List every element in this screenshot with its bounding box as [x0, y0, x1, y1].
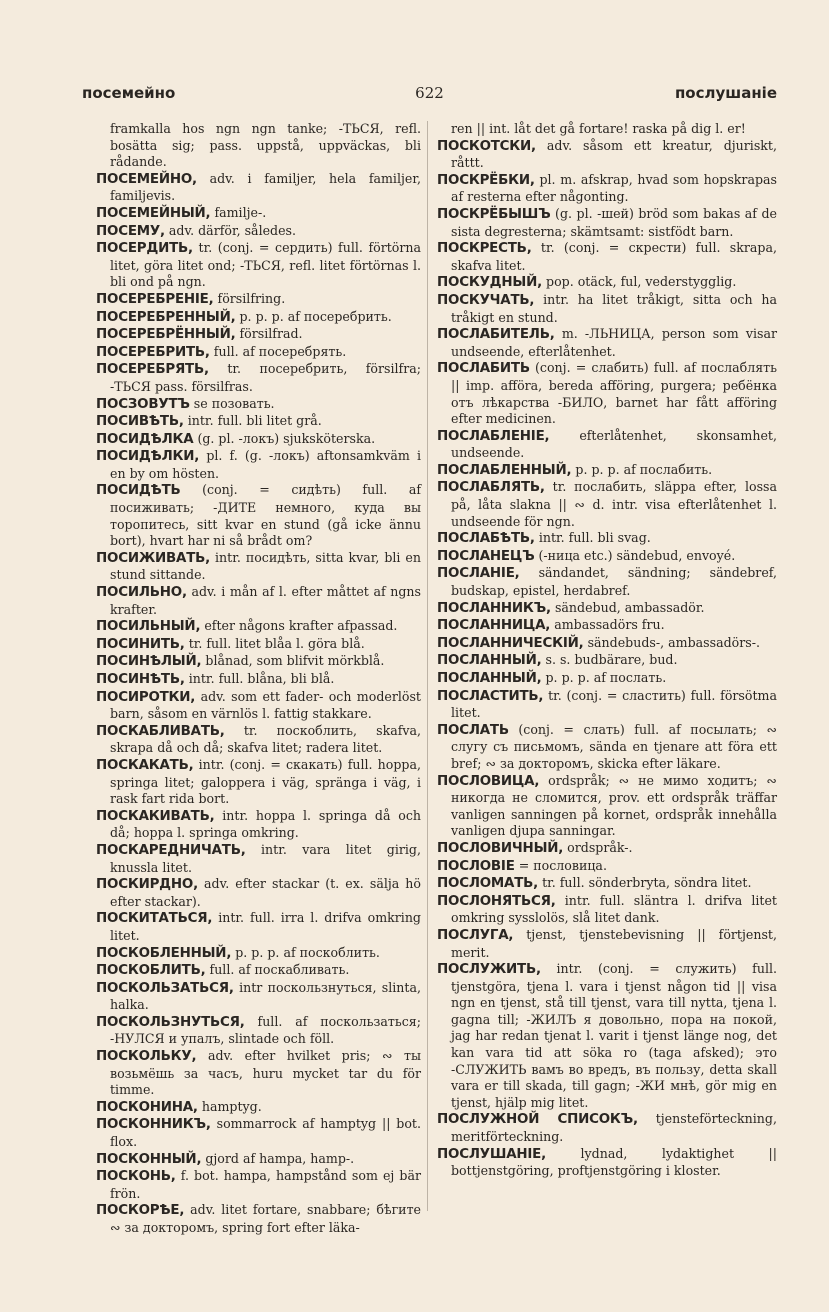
entry-definition: framkalla hos ngn ngn tanke; -ТЬСЯ, refl. bosätta sig; pass. uppstå, uppväckas, bli rådande. [110, 121, 421, 170]
entry-headword: ПОСКОРѢЕ, [96, 1203, 185, 1219]
entry-definition: tr. full. sönderbryta, söndra litet. [542, 875, 752, 891]
dictionary-entry [437, 893, 777, 927]
entry-headword: ПОСКРЁБЫШЪ [437, 206, 551, 222]
dictionary-entry [96, 171, 421, 205]
entry-definition: tr. поскоблить, skafva, skrapa då och då; skafva litet; radera litet. [110, 722, 421, 756]
entry-headword: ПОСКОННЫЙ, [96, 1151, 202, 1167]
dictionary-entry [96, 671, 421, 689]
dictionary-entry [96, 1099, 421, 1117]
dictionary-entry [96, 757, 421, 808]
page-header [82, 84, 777, 106]
dictionary-entry [96, 326, 421, 344]
entry-headword: ПОСКИТАТЬСЯ, [96, 911, 213, 927]
entry-definition: adv. efter stackar (t. ex. sälja hö efter stackar). [110, 876, 421, 909]
entry-headword: ПОСЛОНЯТЬСЯ, [437, 893, 556, 909]
entry-headword: ПОСКРЁБКИ, [437, 172, 535, 188]
entry-headword: ПОСЛУЖНОЙ СПИСОКЪ, [437, 1112, 638, 1128]
entry-definition: tr. (conj. = сердить) full. förtörna litet, göra litet ond; -ТЬСЯ, refl. litet förtörnas l. bli ond på ngn. [110, 240, 421, 290]
entry-headword: ПОСЛАННЫЙ, [437, 671, 542, 686]
entry-headword: ПОСКАРЕДНИЧАТЬ, [96, 842, 246, 858]
entry-headword: ПОСИНИТЬ, [96, 636, 185, 652]
dictionary-entry [96, 945, 421, 963]
entry-headword: ПОСЕРЕБРЯТЬ, [96, 362, 209, 378]
entry-definition: intr поскользнуться, slinta, halka. [110, 979, 421, 1013]
entry-definition: intr. vara litet girig, knussla litet. [110, 841, 421, 875]
entry-definition: tr. послабить, släppa efter, lossa på, låta slakna || ∾ d. intr. visa efterlåtenhet l. undseende för ngn. [451, 479, 777, 529]
dictionary-entry [96, 1116, 421, 1150]
dictionary-entry [437, 479, 777, 530]
entry-definition: lydnad, lydaktighet || bottjenstgöring, proftjenstgöring i kloster. [451, 1145, 777, 1179]
dictionary-entry [96, 910, 421, 944]
entry-headword: ПОСЕРЕБРЕНІЕ, [96, 291, 214, 307]
dictionary-entry [437, 1146, 777, 1180]
entry-headword: ПОСКИРДНО, [96, 877, 198, 893]
dictionary-entry [96, 808, 421, 842]
entry-headword: ПОСЛОМАТЬ, [437, 876, 539, 892]
entry-headword: ПОСИНѢЛЫЙ, [96, 654, 202, 670]
dictionary-entry [437, 600, 777, 618]
dictionary-entry [96, 121, 421, 171]
entry-definition: p. p. p. af посеребрить. [239, 308, 392, 324]
entry-definition: hamptyg. [201, 1098, 262, 1114]
dictionary-entry [437, 462, 777, 480]
entry-definition: adv. litet fortare, snabbare; бѣгите ∾ за докторомъ, spring fort efter läka- [110, 1202, 421, 1235]
dictionary-entry [96, 842, 421, 876]
entry-headword: ПОСЕРДИТЬ, [96, 241, 193, 257]
dictionary-entry [437, 274, 777, 292]
entry-headword: ПОСЛУШАНІЕ, [437, 1146, 546, 1162]
dictionary-entry [96, 309, 421, 327]
entry-headword: ПОСЛАННИКЪ, [437, 600, 551, 616]
entry-definition: m. -ЛЬНИЦА, person som visar undseende, efterlåtenhet. [451, 326, 777, 359]
dictionary-entry [437, 206, 777, 240]
dictionary-entry [437, 292, 777, 326]
entry-headword: ПОСКАКАТЬ, [96, 757, 194, 773]
entry-headword: ПОСИЖИВАТЬ, [96, 550, 211, 566]
entry-headword: ПОСЛАБИТЬ [437, 361, 530, 377]
dictionary-entry [437, 1111, 777, 1145]
left-column [96, 121, 421, 1237]
dictionary-entry [96, 431, 421, 449]
entry-definition: f. bot. hampa, hampstånd som ej bär frön. [110, 1168, 421, 1201]
entry-headword: ПОСКРЕСТЬ, [437, 241, 532, 257]
entry-headword: ПОСЛАБЛЯТЬ, [437, 480, 545, 496]
entry-headword: ПОСИДѢЛКИ, [96, 449, 200, 465]
entry-headword: ПОСКОНИНА, [96, 1099, 198, 1115]
dictionary-entry [96, 240, 421, 291]
entry-headword: ПОСКУДНЫЙ, [437, 275, 542, 291]
dictionary-entry [437, 548, 777, 566]
entry-definition: s. s. budbärare, bud. [545, 652, 678, 668]
entry-headword: ПОСЛАННИЧЕСКІЙ, [437, 635, 584, 651]
entry-definition: tjenst, tjenstebevisning || förtjenst, merit. [451, 926, 777, 960]
dictionary-entry [96, 636, 421, 654]
entry-definition: (conj. = сидѣть) full. af посиживать; -ДИТЕ немного, куда вы торопитесь, sitt kvar en stund (gå icke ännu bort), hvart har ni så brådt om? [110, 482, 421, 549]
dictionary-entry [437, 172, 777, 206]
entry-headword: ПОСКАБЛИВАТЬ, [96, 723, 225, 739]
entry-headword: ПОСКОНЬ, [96, 1169, 176, 1185]
dictionary-entry [96, 618, 421, 636]
entry-definition: ordspråk; ∾ не мимо ходитъ; ∾ никогда не сломится, prov. ett ordspråk träffar vanligen sanningen på kornet, ordspråk innehålla vanligen djupa sanningar. [451, 772, 777, 839]
entry-definition: intr. (conj. = служить) full. tjenstgöra, tjena l. vara i tjenst någon tid || visa ngn en tjenst, stå till tjenst, vara till nytta, tjena l. gagna till; -ЖИЛЪ я довольно, пора на покой, jag har redan tjenat l. varit i tjenst länge nog, det kan vara tid att söka ro (taga afsked); это -СЛУЖИТЬ вамъ во вредъ, въ пользу, detta skall vara er till skada, till gagn; -ЖИ мнѣ, gör mig en tjenst, hjälp mig litet. [451, 961, 777, 1110]
entry-headword: ПОСЛОВИЦА, [437, 773, 540, 789]
dictionary-entry [437, 428, 777, 462]
entry-headword: ПОСЛАБЛЕНІЕ, [437, 428, 550, 444]
dictionary-entry [437, 875, 777, 893]
dictionary-entry [96, 876, 421, 910]
entry-headword: ПОСКАКИВАТЬ, [96, 808, 215, 824]
entry-headword: ПОСКОБЛИТЬ, [96, 963, 206, 979]
entry-definition: (conj. = слать) full. af посылать; ∾ слугу съ письмомъ, sända en tjenare att föra ett bref; ∾ за докторомъ, skicka efter läkare. [451, 721, 777, 771]
dictionary-entry [96, 584, 421, 618]
dictionary-entry [437, 688, 777, 722]
dictionary-entry [96, 723, 421, 757]
entry-definition: sändebud, ambassadör. [554, 599, 705, 615]
dictionary-entry [437, 565, 777, 599]
dictionary-entry [96, 396, 421, 414]
dictionary-entry [437, 773, 777, 840]
dictionary-entry [437, 326, 777, 360]
entry-headword: ПОСИЛЬНО, [96, 585, 187, 601]
entry-headword: ПОСЛУЖИТЬ, [437, 962, 541, 978]
entry-headword: ПОСЕРЕБРИТЬ, [96, 344, 210, 360]
entry-headword: ПОСКОЛЬЗАТЬСЯ, [96, 980, 234, 996]
dictionary-entry [437, 635, 777, 653]
dictionary-entry [96, 1048, 421, 1099]
dictionary-entry [96, 980, 421, 1014]
entry-definition: intr. (conj. = скакать) full. hoppa, springa litet; galoppera i väg, spränga i väg, i rask fart rida bort. [110, 756, 421, 807]
entry-headword: ПОСЕМЕЙНЫЙ, [96, 205, 211, 221]
entry-headword: ПОСКОЛЬЗНУТЬСЯ, [96, 1014, 245, 1030]
entry-definition: intr. hoppa l. springa då och då; hoppa l. springa omkring. [110, 807, 421, 841]
entry-headword: ПОСЛАТЬ [437, 722, 509, 738]
entry-definition: adv. i familjer, hela familjer, familjevis. [110, 170, 421, 204]
entry-headword: ПОСИВѢТЬ, [96, 414, 184, 430]
dictionary-entry [96, 361, 421, 395]
entry-headword: ПОСИРОТКИ, [96, 689, 196, 705]
dictionary-entry [96, 448, 421, 482]
page-number: 622 [415, 84, 444, 102]
entry-definition: ordspråk-. [567, 839, 633, 855]
dictionary-entry [437, 858, 777, 876]
dictionary-entry [96, 689, 421, 723]
entry-headword: ПОСЛОВИЧНЫЙ, [437, 840, 564, 856]
entry-definition: familje-. [214, 204, 267, 220]
entry-definition: (g. pl. -локъ) sjuksköterska. [197, 430, 376, 446]
dictionary-entry [96, 1014, 421, 1048]
dictionary-entry [437, 617, 777, 635]
entry-headword: ПОСЕРЕБРЕННЫЙ, [96, 309, 236, 325]
entry-headword: ПОСКОННИКЪ, [96, 1117, 211, 1133]
dictionary-entry [96, 653, 421, 671]
entry-definition: tr. (conj. = сластить) full. försötma litet. [451, 687, 777, 721]
dictionary-entry [96, 962, 421, 980]
entry-headword: ПОСИНѢТЬ, [96, 672, 185, 687]
entry-definition: intr. ha litet tråkigt, sitta och ha tråkigt en stund. [451, 291, 777, 325]
entry-definition: pop. otäck, ful, vederstygglig. [546, 274, 737, 290]
entry-headword: ПОСЗОВУТЪ [96, 396, 190, 412]
entry-definition: p. p. p. af поскоблить. [235, 944, 380, 960]
dictionary-entry [96, 223, 421, 241]
entry-headword: ПОСКОБЛЕННЫЙ, [96, 945, 232, 961]
right-running-head: послушаніе [674, 84, 777, 102]
dictionary-entry [437, 840, 777, 858]
entry-definition: pl. m. afskrap, hvad som hopskrapas af resterna efter någonting. [451, 171, 777, 205]
entry-definition: efter någons krafter afpassad. [204, 618, 398, 634]
dictionary-entry [437, 652, 777, 670]
entry-definition: intr. full. bli litet grå. [187, 413, 322, 429]
dictionary-entry [96, 482, 421, 549]
entry-headword: ПОСКОЛЬКУ, [96, 1049, 197, 1065]
dictionary-entry [437, 138, 777, 172]
entry-headword: ПОСЛУГА, [437, 927, 514, 943]
entry-definition: ren || int. låt det gå fortare! raska på dig l. er! [451, 121, 746, 136]
entry-definition: intr. full. irra l. drifva omkring litet. [110, 910, 421, 943]
dictionary-entry [437, 240, 777, 274]
entry-definition: försilfring. [217, 290, 286, 306]
entry-headword: ПОСЛАНЕЦЪ [437, 548, 535, 564]
entry-definition: (g. pl. -шей) bröd som bakas af de sista degresterna; skämtsamt: sistfödt barn. [451, 205, 777, 239]
dictionary-entry [96, 291, 421, 309]
entry-definition: (conj. = слабить) full. af послаблять || imp. afföra, bereda afföring, purgera; ребёнка отъ лѣкарства -БИЛО, barnet har fått afföring efter medicinen. [451, 360, 777, 427]
entry-definition: se позовать. [193, 395, 275, 411]
entry-definition: adv. såsom ett kreatur, djuriskt, råttt. [451, 137, 777, 171]
entry-headword: ПОСКОТСКИ, [437, 138, 536, 154]
dictionary-entry [96, 413, 421, 431]
entry-definition: intr. full. släntra l. drifva litet omkring sysslolös, slå litet dank. [451, 892, 777, 926]
dictionary-entry [437, 670, 777, 688]
entry-definition: tr. посеребрить, försilfra; -ТЬСЯ pass. försilfras. [110, 361, 421, 394]
entry-headword: ПОСЛАННИЦА, [437, 618, 551, 634]
entry-headword: ПОСЛАННЫЙ, [437, 653, 542, 669]
entry-definition: ambassadörs fru. [554, 617, 665, 633]
entry-definition: adv. efter hvilket pris; ∾ ты возьмёшь за часъ, huru mycket tar du för timme. [110, 1048, 421, 1098]
right-column [437, 121, 777, 1180]
column-divider [427, 121, 428, 1211]
dictionary-entry [437, 121, 777, 138]
entry-headword: ПОСЛОВІЕ [437, 858, 515, 874]
entry-headword: ПОСЛАСТИТЬ, [437, 688, 544, 704]
entry-definition: intr. full. blåna, bli blå. [188, 671, 335, 686]
entry-definition: = пословица. [518, 857, 607, 873]
entry-definition: adv. därför, således. [168, 222, 297, 238]
entry-definition: tr. full. litet blåa l. göra blå. [188, 635, 365, 651]
entry-definition: full. af посеребрять. [213, 343, 347, 359]
dictionary-entry [96, 344, 421, 362]
entry-headword: ПОСИДѢТЬ [96, 483, 181, 499]
dictionary-entry [437, 961, 777, 1111]
entry-definition: full. af поскабливать. [209, 962, 350, 978]
entry-definition: adv. i mån af l. efter måttet af ngns krafter. [110, 584, 421, 617]
entry-definition: efterlåtenhet, skonsamhet, undseende. [451, 427, 777, 461]
dictionary-entry [96, 1151, 421, 1169]
dictionary-entry [437, 360, 777, 427]
left-running-head: посемейно [82, 84, 176, 102]
entry-headword: ПОСКУЧАТЬ, [437, 292, 535, 308]
dictionary-entry [437, 722, 777, 773]
entry-definition: intr. full. bli svag. [538, 530, 651, 546]
entry-definition: (-ница etc.) sändebud, envoyé. [538, 547, 736, 563]
entry-headword: ПОСЛАБЛЕННЫЙ, [437, 462, 572, 478]
entry-definition: försilfrad. [239, 326, 303, 342]
entry-headword: ПОСЕМЕЙНО, [96, 171, 197, 187]
entry-headword: ПОСЕМУ, [96, 223, 165, 239]
dictionary-entry [96, 205, 421, 223]
entry-headword: ПОСИЛЬНЫЙ, [96, 619, 201, 635]
entry-headword: ПОСЛАБИТЕЛЬ, [437, 327, 555, 343]
entry-headword: ПОСЛАНІЕ, [437, 566, 520, 582]
entry-headword: ПОСЕРЕБРЁННЫЙ, [96, 327, 236, 343]
entry-definition: p. p. p. af послабить. [575, 461, 713, 477]
entry-headword: ПОСЛАБѢТЬ, [437, 531, 535, 547]
entry-definition: intr. посидѣть, sitta kvar, bli en stund sittande. [110, 549, 421, 583]
dictionary-entry [96, 1202, 421, 1236]
dictionary-entry [96, 550, 421, 584]
entry-definition: sändebuds-, ambassadörs-. [587, 634, 760, 650]
entry-definition: blånad, som blifvit mörkblå. [205, 653, 385, 669]
dictionary-entry [96, 1168, 421, 1202]
dictionary-entry [437, 530, 777, 548]
entry-definition: adv. som ett fader- och moderlöst barn, såsom en värnlös l. fattig stakkare. [110, 688, 421, 722]
entry-definition: sändandet, sändning; sändebref, budskap, epistel, herdabref. [451, 565, 777, 599]
entry-headword: ПОСИДѢЛКА [96, 431, 194, 447]
entry-definition: tr. (conj. = скрести) full. skrapa, skafva litet. [451, 240, 777, 273]
entry-definition: tjensteförteckning, meritförteckning. [451, 1111, 777, 1145]
entry-definition: pl. f. (g. -локъ) aftonsamkväm i en by om hösten. [110, 448, 421, 481]
entry-definition: full. af поскользаться; -НУЛСЯ и упалъ, slintade och föll. [110, 1013, 421, 1047]
entry-definition: sommarrock af hamptyg || bot. flox. [110, 1116, 421, 1150]
entry-definition: gjord af hampa, hamp-. [205, 1150, 355, 1166]
dictionary-entry [437, 927, 777, 961]
entry-definition: p. p. p. af послать. [545, 670, 667, 685]
